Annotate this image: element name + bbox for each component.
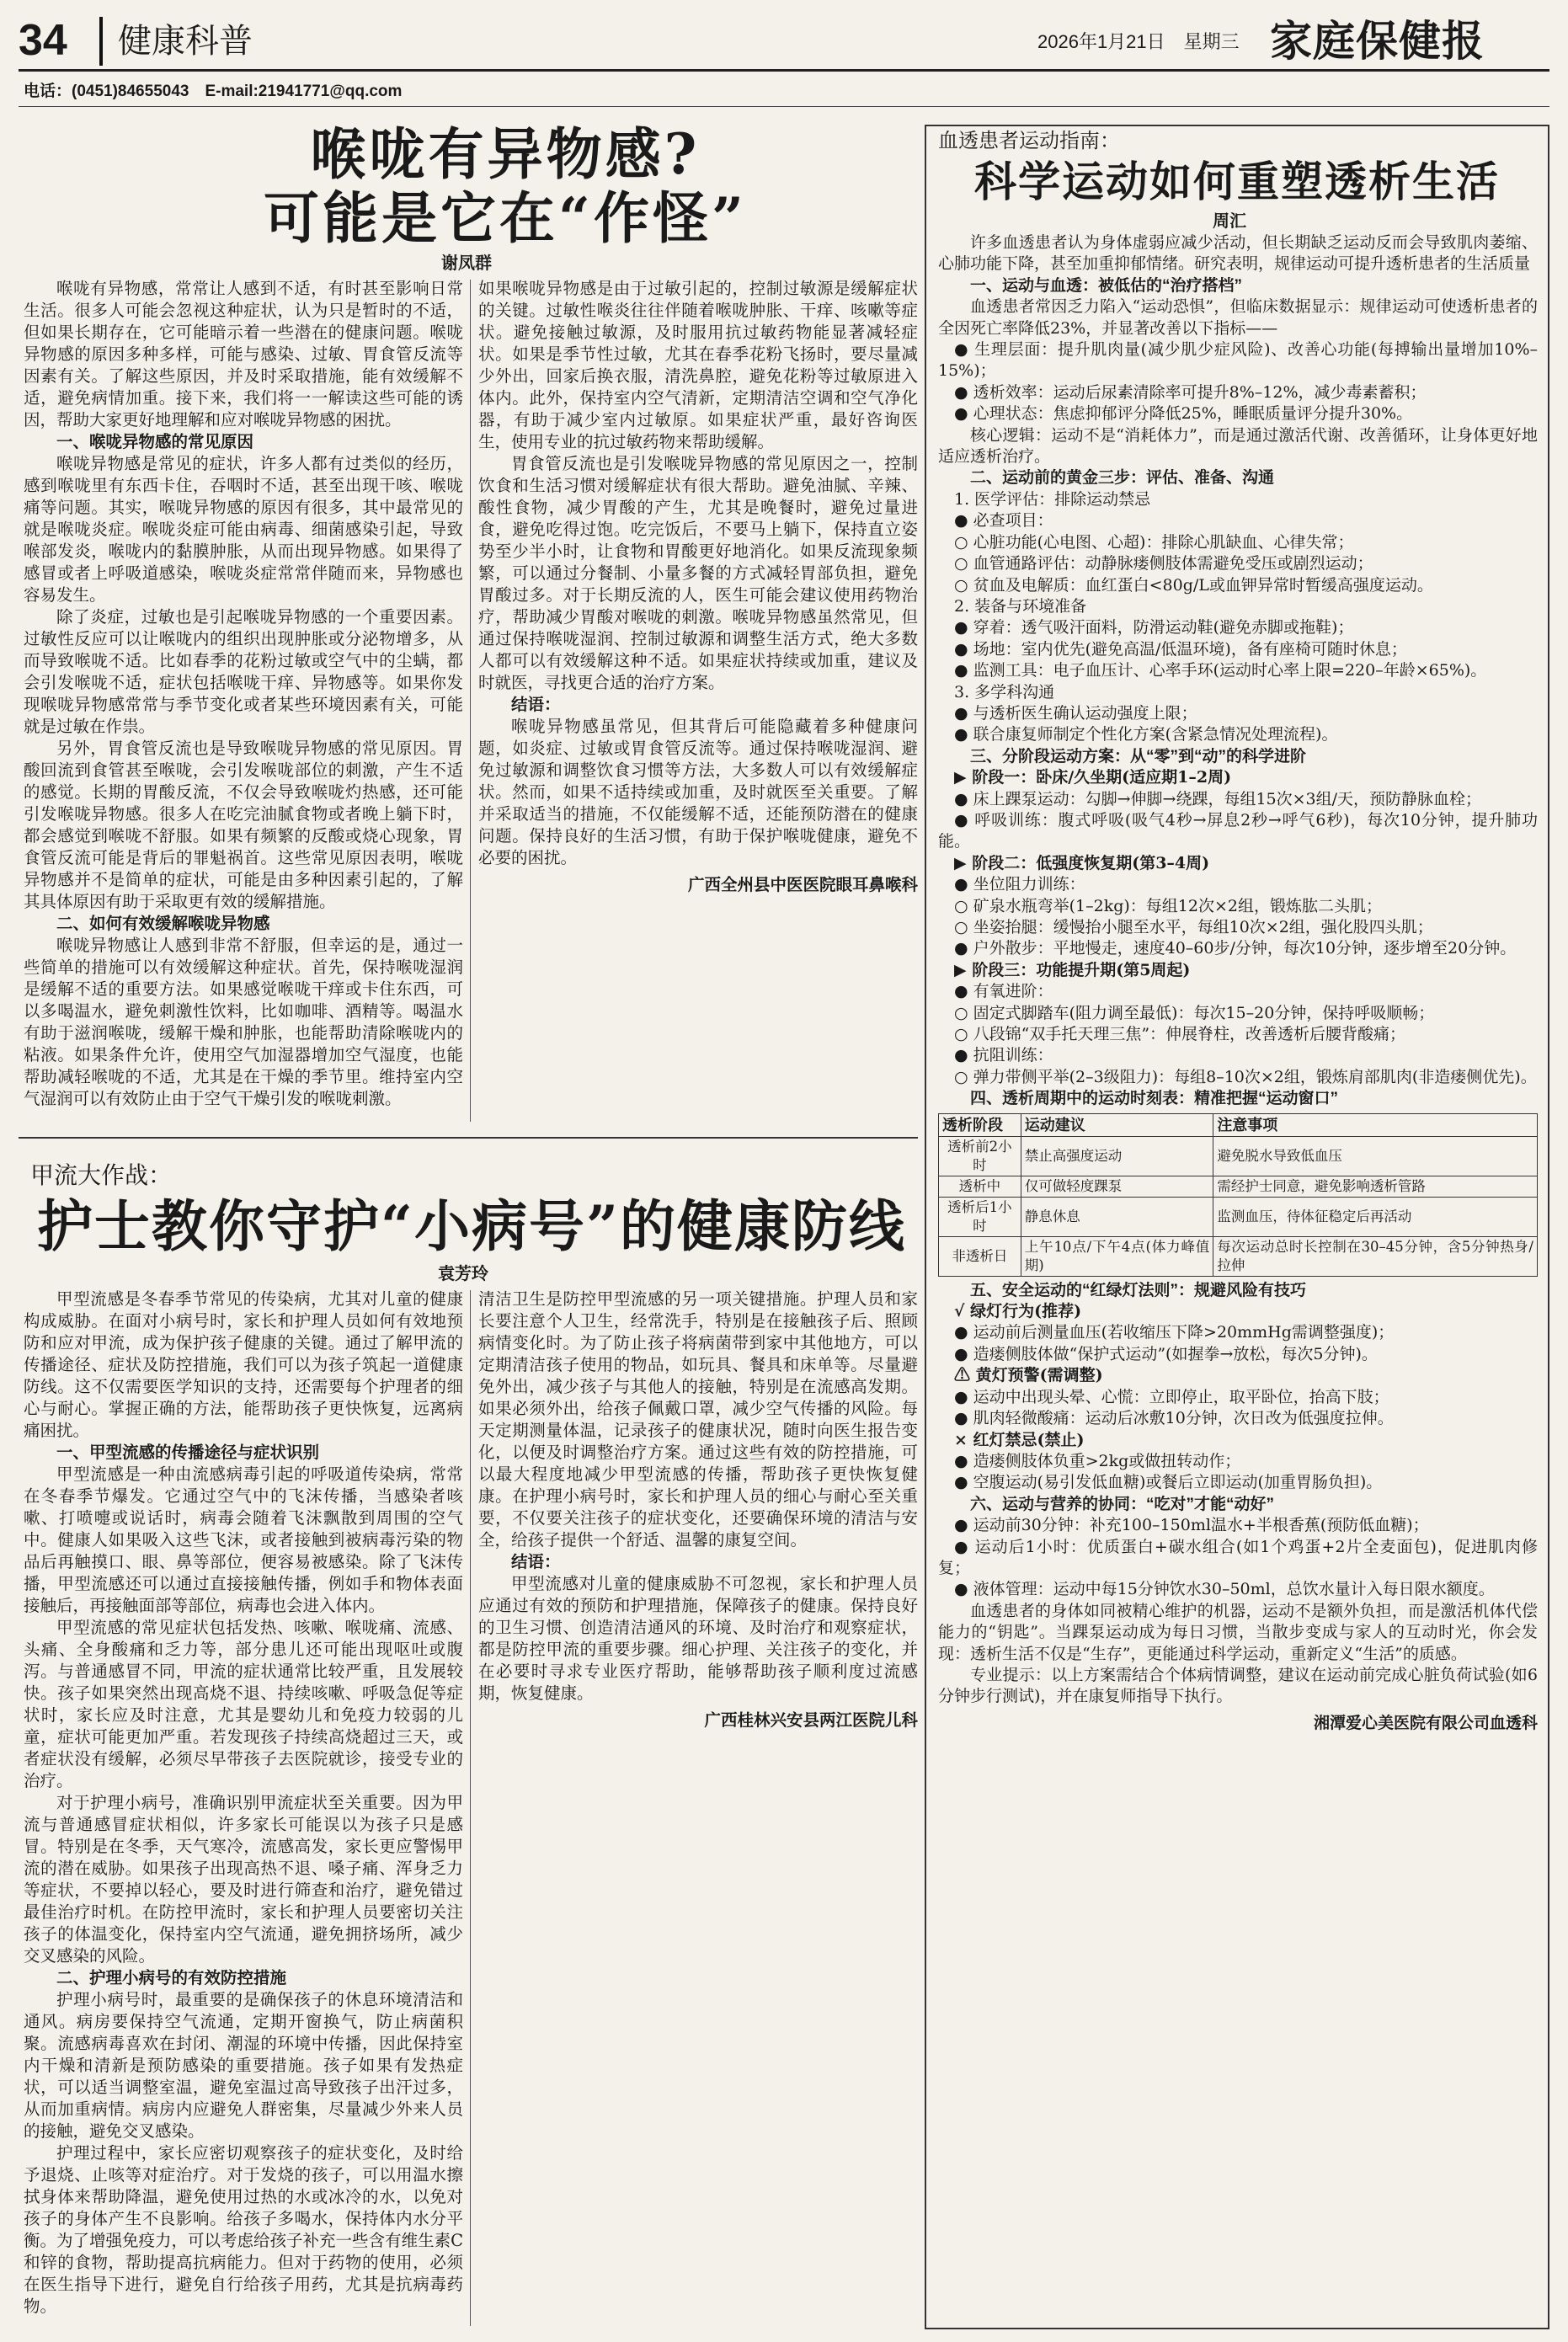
a1-paragraph: 喉咙异物感虽常见，但其背后可能隐藏着多种健康问题，如炎症、过敏或胃食管反流等。通过保持喉咙湿润、避免过敏源和调整饮食习惯等方法，大多数人可以有效缓解症状。然而，如果不适持续或加重，及时就医至关重要。了解并采取适当的措施，不仅能缓解不适，还能预防潜在的健康问题。保持良好的生活习惯，有助于保护喉咙健康，避免不必要的困扰。 (478, 717, 918, 867)
a2-paragraph: 甲型流感是冬春季节常见的传染病，尤其对儿童的健康构成威胁。在面对小病号时，家长和护理人员如何有效地预防和应对甲流，成为保护孩子健康的关键。通过了解甲流的传播途径、症状及防控措施，我们可以为孩子筑起一道健康防线。这不仅需要医学知识的支持，还需要每个护理者的细心与耐心。掌握正确的方法，能帮助孩子更快恢复，远离病痛困扰。 (24, 1289, 463, 1440)
a3-bullet-item: ● 运动后1小时：优质蛋白+碳水组合(如1个鸡蛋+2片全麦面包)，促进肌肉修复； (938, 1537, 1538, 1577)
a3-bullet-item: ● 造瘘侧肢体负重>2kg或做扭转动作； (954, 1451, 1241, 1470)
a3-section-heading: 三、分阶段运动方案：从“零”到“动”的科学进阶 (970, 747, 1307, 766)
a2-section-heading: 一、甲型流感的传播途径与症状识别 (56, 1443, 320, 1462)
a3-bullet-item: ○ 固定式脚踏车(阻力调至最低)：每次15–20分钟，保持呼吸顺畅； (954, 1003, 1435, 1022)
table-row (939, 1236, 1538, 1276)
a2-article-source: 广西桂林兴安县两江医院儿科 (704, 1711, 918, 1730)
table-header: 运动建议 (1021, 1113, 1213, 1136)
a3-section-heading: 五、安全运动的“红绿灯法则”：规避风险有技巧 (970, 1281, 1307, 1299)
article-divider (19, 1137, 918, 1139)
a1-paragraph: 喉咙异物感让人感到非常不舒服，但幸运的是，通过一些简单的措施可以有效缓解这种症状。首先，保持喉咙湿润是缓解不适的重要方法。如果感觉喉咙干痒或卡住东西，可以多喝温水，避免刺激性饮料，比如咖啡、酒精等。喝温水有助于滋润喉咙，缓解干燥和肿胀，也能帮助清除喉咙内的粘液。如果条件允许，使用空气加湿器增加空气湿度，也能帮助减轻喉咙的不适，尤其是在干燥的季节里。维持室内空气湿润可以有效防止由于空气干燥引发的喉咙刺激。 (24, 936, 463, 1108)
article1-column-divider (470, 280, 471, 1122)
a2-paragraph: 清洁卫生是防控甲型流感的另一项关键措施。护理人员和家长要注意个人卫生，经常洗手，特别是在接触孩子后、照顾病情变化时。为了防止孩子将病菌带到家中其他地方，可以定期清洁孩子使用的物品，如玩具、餐具和床单等。尽量避免外出，减少孩子与其他人的接触，特别是在流感高发期。如果必须外出，给孩子佩戴口罩，减少空气传播的风险。每天定期测量体温，记录孩子的健康状况，随时向医生报告变化，以便及时调整治疗方案。通过这些有效的防控措施，可以最大程度地减少甲型流感的传播，帮助孩子更快恢复健康。在护理小病号时，家长和护理人员的细心与耐心至关重要，不仅要关注孩子的症状变化，还要确保环境的清洁与安全，给孩子提供一个舒适、温馨的康复空间。 (478, 1289, 918, 1550)
a3-bullet-item: ● 空腹运动(易引发低血糖)或餐后立即运动(加重胃肠负担)。 (954, 1473, 1383, 1492)
article1-column-1 (24, 278, 463, 1128)
a3-bullet-item: ● 运动前后测量血压(若收缩压下降>20mmHg需调整强度)； (954, 1323, 1395, 1342)
article1-column-2 (478, 278, 918, 1128)
issue-date: 2026年1月21日 星期三 (1037, 31, 1240, 52)
a1-paragraph: 喉咙有异物感，常常让人感到不适，有时甚至影响日常生活。很多人可能会忽视这种症状，认为只是暂时的不适，但如果长期存在，它可能暗示着一些潜在的健康问题。喉咙异物感的原因多种多样，可能与感染、过敏、胃食管反流等因素有关。了解这些原因，并及时采取措施，能有效缓解不适，避免病情加重。接下来，我们将一一解读这些可能的诱因，帮助大家更好地理解和应对喉咙异物感的困扰。 (24, 279, 463, 429)
a3-numbered-heading: 2. 装备与环境准备 (954, 596, 1087, 616)
article3-kicker: 血透患者运动指南： (938, 130, 1120, 152)
a3-bullet-item: ● 透析效率：运动后尿素清除率可提升8%–12%，减少毒素蓄积； (954, 382, 1427, 402)
article2-column-2 (478, 1288, 918, 2333)
page-number: 34 (19, 16, 67, 65)
a3-paragraph: 血透患者的身体如同被精心维护的机器，运动不是额外负担，而是激活机体代偿能力的“钥匙”。当踝泵运动成为每日习惯，当散步变成与家人的互动时光，你会发现：透析生活不仅是“生存”，更能通过科学运动，重新定义“生活”的质感。 (938, 1601, 1538, 1663)
a3-paragraph: 许多血透患者认为身体虚弱应减少活动，但长期缺乏运动反而会导致肌肉萎缩、心肺功能下降，甚至加重抑郁情绪。研究表明，规律运动可提升透析患者的生活质量 (938, 233, 1538, 274)
a3-bullet-item: ○ 矿泉水瓶弯举(1–2kg)：每组12次×2组，锻炼肱二头肌； (954, 896, 1382, 915)
a3-bullet-item: ○ 血管通路评估：动静脉瘘侧肢体需避免受压或剧烈运动； (954, 554, 1373, 573)
a3-bullet-item: ● 心理状态：焦虑抑郁评分降低25%，睡眠质量评分提升30%。 (954, 404, 1413, 424)
a3-bullet-item: ● 液体管理：运动中每15分钟饮水30–50ml，总饮水量计入每日限水额度。 (954, 1580, 1495, 1599)
table-cell: 透析前2小时 (939, 1136, 1021, 1176)
a3-rule-heading: ⚠ 黄灯预警(需调整) (954, 1366, 1103, 1385)
table-cell: 监测血压，待体征稳定后再活动 (1213, 1197, 1538, 1236)
header-rule (19, 69, 1549, 72)
a3-bullet-item: ● 抗阻训练： (954, 1046, 1053, 1065)
a3-section-heading: 四、透析周期中的运动时刻表：精准把握“运动窗口” (970, 1090, 1339, 1108)
table-cell: 静息休息 (1021, 1197, 1213, 1236)
article3-title: 科学运动如何重塑透析生活 (974, 157, 1500, 206)
a3-paragraph: 专业提示：以上方案需结合个体病情调整，建议在运动前完成心脏负荷试验(如6分钟步行测试)，并在康复师指导下执行。 (938, 1665, 1538, 1706)
article1-title-line1: 喉咙有异物感? (310, 121, 701, 187)
a3-paragraph: 血透患者常因乏力陷入“运动恐惧”，但临床数据显示：规律运动可使透析患者的全因死亡率降低23%，并显著改善以下指标—— (938, 297, 1538, 338)
a3-bullet-item: ○ 心脏功能(心电图、心超)：排除心肌缺血、心律失常； (954, 532, 1354, 552)
a1-paragraph: 胃食管反流也是引发喉咙异物感的常见原因之一，控制饮食和生活习惯对缓解症状有很大帮助。避免油腻、辛辣、酸性食物，减少胃酸的产生，尤其是晚餐时，避免过量进食，避免吃得过饱。吃完饭后，不要马上躺下，保持直立姿势至少半小时，让食物和胃酸更好地消化。如果反流现象频繁，可以通过分餐制、小量多餐的方式减轻胃部负担，避免胃酸过多。对于长期反流的人，医生可能会建议使用药物治疗，帮助减少胃酸对喉咙的刺激。喉咙异物感虽然常见，但通过保持喉咙湿润、控制过敏源和调整生活方式，绝大多数人都可以有效缓解这种不适。如果症状持续或加重，建议及时就医，寻找更合适的治疗方案。 (478, 454, 918, 692)
newspaper-brand: 家庭保健报 (1270, 16, 1485, 66)
table-cell: 非透析日 (939, 1236, 1021, 1276)
contact-line: 电话：(0451)84655043 E-mail:21941771@qq.com (24, 83, 403, 100)
dialysis-schedule-table (938, 1113, 1538, 1277)
article3-author: 周汇 (1213, 212, 1246, 231)
a2-paragraph: 甲型流感是一种由流感病毒引起的呼吸道传染病，常常在冬春季节爆发。它通过空气中的飞沫传播，当感染者咳嗽、打喷嚏或说话时，病毒会随着飞沫飘散到周围的空气中。健康人如果吸入这些飞沫，或者接触到被病毒污染的物品后再触摸口、眼、鼻等部位，便容易被感染。除了飞沫传播，甲型流感还可以通过直接接触传播，例如手和物体表面接触后，再接触面部等部位，病毒也会进入体内。 (24, 1464, 463, 1615)
a3-bullet-item: ● 必查项目： (954, 511, 1053, 531)
a3-bullet-item: ● 监测工具：电子血压计、心率手环(运动时心率上限=220–年龄×65%)。 (954, 661, 1487, 680)
a3-section-heading: 六、运动与营养的协同：“吃对”才能“动好” (970, 1495, 1275, 1513)
article1-author: 谢凤群 (441, 254, 492, 273)
a3-article-source: 湘潭爱心美医院有限公司血透科 (1313, 1714, 1538, 1732)
a3-section-heading: 一、运动与血透：被低估的“治疗搭档” (970, 276, 1243, 295)
a3-stage-heading: ▶ 阶段一：卧床/久坐期(适应期1–2周) (954, 768, 1232, 787)
a3-bullet-item: ○ 八段锦“双手托天理三焦”：伸展脊柱，改善透析后腰背酸痛； (954, 1025, 1406, 1044)
header-separator (99, 17, 103, 66)
a1-article-source: 广西全州县中医医院眼耳鼻喉科 (687, 876, 918, 894)
a1-conclusion-label: 结语： (511, 696, 561, 714)
a3-stage-heading: ▶ 阶段三：功能提升期(第5周起) (954, 960, 1191, 979)
a1-paragraph: 如果喉咙异物感是由于过敏引起的，控制过敏源是缓解症状的关键。过敏性喉炎往往伴随着喉咙肿胀、干痒、咳嗽等症状。避免接触过敏源，及时服用抗过敏药物能显著减轻症状。如果是季节性过敏，尤其在春季花粉飞扬时，要尽量减少外出，回家后换衣服，清洗鼻腔，避免花粉等过敏原进入体内。此外，保持室内空气清新，定期清洁空调和空气净化器，有助于减少室内过敏原。如果症状严重，最好咨询医生，使用专业的抗过敏药物来帮助缓解。 (478, 279, 918, 451)
section-name: 健康科普 (118, 23, 253, 60)
a3-numbered-heading: 3. 多学科沟通 (954, 682, 1055, 702)
a2-paragraph: 甲型流感对儿童的健康威胁不可忽视，家长和护理人员应通过有效的预防和护理措施，保障孩子的健康。保持良好的卫生习惯、创造清洁通风的环境、及时治疗和观察症状，都是防控甲流的重要步骤。细心护理、关注孩子的变化，并在必要时寻求专业医疗帮助，能够帮助孩子顺利度过流感期，恢复健康。 (478, 1574, 918, 1703)
a3-section-heading: 二、运动前的黄金三步：评估、准备、沟通 (970, 469, 1275, 488)
a1-paragraph: 喉咙异物感是常见的症状，许多人都有过类似的经历，感到喉咙里有东西卡住，吞咽时不适，甚至出现干咳、喉咙痛等问题。其实，喉咙异物感的原因有很多，其中最常见的就是喉咙炎症。喉咙炎症可能由病毒、细菌感染引起，导致喉部发炎，喉咙内的黏膜肿胀，从而出现异物感。如果得了感冒或者上呼吸道感染，喉咙炎症常常伴随而来，异物感也容易发生。 (24, 454, 463, 605)
a2-paragraph: 甲型流感的常见症状包括发热、咳嗽、喉咙痛、流感、头痛、全身酸痛和乏力等，部分患儿还可能出现呕吐或腹泻。与普通感冒不同，甲流的症状通常比较严重，且发展较快。孩子如果突然出现高烧不退、持续咳嗽、呼吸急促等症状时，家长应及时注意，尤其是婴幼儿和免疫力较弱的儿童，症状可能更加严重。若发现孩子持续高烧超过三天，或者症状没有缓解，必须尽早带孩子去医院就诊，接受专业的治疗。 (24, 1618, 463, 1790)
table-header: 注意事项 (1213, 1113, 1538, 1136)
a3-bullet-item: ● 有氧进阶： (954, 982, 1053, 1001)
article2-kicker: 甲流大作战： (30, 1162, 173, 1188)
a3-numbered-heading: 1. 医学评估：排除运动禁忌 (954, 489, 1151, 509)
table-row (939, 1136, 1538, 1176)
a3-rule-heading: √ 绿灯行为(推荐) (954, 1302, 1082, 1321)
table-cell: 仅可做轻度踝泵 (1021, 1176, 1213, 1197)
a1-section-heading: 二、如何有效缓解喉咙异物感 (56, 915, 270, 933)
a3-bullet-item: ● 户外散步：平地慢走，速度40–60步/分钟，每次10分钟，逐步增至20分钟。 (954, 939, 1517, 958)
article1-title-line2: 可能是它在“作怪” (264, 185, 747, 251)
a3-bullet-item: ● 肌肉轻微酸痛：运动后冰敷10分钟，次日改为低强度拉伸。 (954, 1409, 1394, 1428)
a2-section-heading: 二、护理小病号的有效防控措施 (56, 1969, 287, 1987)
a1-paragraph: 除了炎症，过敏也是引起喉咙异物感的一个重要因素。过敏性反应可以让喉咙内的组织出现肿胀或分泌物增多，从而导致喉咙不适。比如春季的花粉过敏或空气中的尘螨，都会引发喉咙不适，症状包括喉咙干痒、异物感等。如果你发现喉咙异物感常常与季节变化或者某些环境因素有关，可能就是过敏在作祟。 (24, 607, 463, 736)
article2-title: 护士教你守护“小病号”的健康防线 (37, 1193, 906, 1259)
a3-bullet-item: ● 穿着：透气吸汗面料，防滑运动鞋(避免赤脚或拖鞋)； (954, 618, 1354, 638)
a2-paragraph: 对于护理小病号，准确识别甲流症状至关重要。因为甲流与普通感冒症状相似，许多家长可能误以为孩子只是感冒。特别是在冬季，天气寒冷，流感高发，家长更应警惕甲流的潜在威胁。如果孩子出现高热不退、嗓子痛、浑身乏力等症状，不要掉以轻心，要及时进行筛查和治疗，避免错过最佳治疗时机。在防控甲流时，家长和护理人员要密切关注孩子的体温变化，保持室内空气流通，避免拥挤场所，减少交叉感染的风险。 (24, 1793, 463, 1966)
a3-bullet-item: ● 联合康复师制定个性化方案(含紧急情况处理流程)。 (954, 725, 1338, 744)
a3-paragraph: 核心逻辑：运动不是“消耗体力”，而是通过激活代谢、改善循环，让身体更好地适应透析治疗。 (938, 425, 1538, 467)
a3-bullet-item: ● 运动前30分钟：补充100–150ml温水+半根香蕉(预防低血糖)； (954, 1516, 1429, 1535)
a1-paragraph: 另外，胃食管反流也是导致喉咙异物感的常见原因。胃酸回流到食管甚至喉咙，会引发喉咙部位的刺激，产生不适的感觉。长期的胃酸反流，不仅会导致喉咙灼热感，还可能引发喉咙异物感。很多人在吃完油腻食物或者晚上躺下时，都会感觉到喉咙不舒服。如果有频繁的反酸或烧心现象，胃食管反流可能是背后的罪魁祸首。这些常见原因表明，喉咙异物感并不是简单的症状，可能是由多种因素引起的，了解其具体原因有助于采取更有效的缓解措施。 (24, 739, 463, 911)
table-cell: 需经护士同意，避免影响透析管路 (1213, 1176, 1538, 1197)
a3-bullet-item: ● 与透析医生确认运动强度上限； (954, 703, 1197, 723)
a3-bullet-item: ● 床上踝泵运动：勾脚→伸脚→绕踝，每组15次×3组/天，预防静脉血栓； (954, 789, 1482, 808)
article2-author: 袁芳玲 (438, 1265, 488, 1283)
a3-bullet-item: ● 造瘘侧肢体做“保护式运动”(如握拳→放松，每次5分钟)。 (954, 1344, 1378, 1363)
a3-bullet-item: ○ 贫血及电解质：血红蛋白<80g/L或血钾异常时暂缓高强度运动。 (954, 575, 1433, 595)
table-cell: 每次运动总时长控制在30–45分钟，含5分钟热身/拉伸 (1213, 1236, 1538, 1276)
table-row (939, 1176, 1538, 1197)
a2-conclusion-label: 结语： (511, 1553, 561, 1571)
a1-section-heading: 一、喉咙异物感的常见原因 (56, 433, 254, 451)
a2-paragraph: 护理小病号时，最重要的是确保孩子的休息环境清洁和通风。病房要保持空气流通，定期开窗换气，防止病菌积聚。流感病毒喜欢在封闭、潮湿的环境中传播，因此保持室内干燥和清新是预防感染的重要措施。孩子如果有发热症状，可以适当调整室温，避免室温过高导致孩子出汗过多，从而加重病情。病房内应避免人群密集，尽量减少外来人员的接触，避免交叉感染。 (24, 1990, 463, 2141)
table-cell: 透析后1小时 (939, 1197, 1021, 1236)
table-cell: 避免脱水导致低血压 (1213, 1136, 1538, 1176)
table-row (939, 1197, 1538, 1236)
article3-body (938, 232, 1538, 2324)
table-cell: 上午10点/下午4点(体力峰值期) (1021, 1236, 1213, 1276)
contact-rule (19, 106, 1549, 107)
a3-stage-heading: ▶ 阶段二：低强度恢复期(第3–4周) (954, 853, 1210, 872)
a3-rule-heading: × 红灯禁忌(禁止) (954, 1430, 1085, 1449)
a3-bullet-item: ○ 坐姿抬腿：缓慢抬小腿至水平，每组10次×2组，强化股四头肌； (954, 918, 1433, 936)
a3-bullet-item: ● 坐位阻力训练： (954, 875, 1085, 894)
table-cell: 透析中 (939, 1176, 1021, 1197)
a3-bullet-item: ● 呼吸训练：腹式呼吸(吸气4秒→屏息2秒→呼气6秒)，每次10分钟，提升肺功能。 (938, 810, 1538, 851)
table-header: 透析阶段 (939, 1113, 1021, 1136)
a2-paragraph: 护理过程中，家长应密切观察孩子的症状变化，及时给予退烧、止咳等对症治疗。对于发烧的孩子，可以用温水擦拭身体来帮助降温，避免使用过热的水或冰冷的水，以免对孩子的身体产生不良影响。给孩子多喝水，保持体内水分平衡。为了增强免疫力，可以考虑给孩子补充一些含有维生素C和锌的食物，帮助提高抗病能力。但对于药物的使用，必须在医生指导下进行，避免自行给孩子用药，尤其是抗病毒药物。 (24, 2143, 463, 2316)
a3-bullet-item: ● 场地：室内优先(避免高温/低温环境)，备有座椅可随时休息； (954, 639, 1407, 659)
a3-bullet-item: ● 运动中出现头晕、心慌：立即停止，取平卧位，抬高下肢； (954, 1387, 1389, 1406)
a3-bullet-item: ● 生理层面：提升肌肉量(减少肌少症风险)、改善心功能(每搏输出量增加10%–15%)； (938, 340, 1538, 381)
article2-column-1 (24, 1288, 463, 2333)
a3-bullet-item: ○ 弹力带侧平举(2–3级阻力)：每组8–10次×2组，锻炼肩部肌肉(非造瘘侧优先)。 (954, 1067, 1537, 1086)
article2-column-divider (470, 1290, 471, 2326)
table-cell: 禁止高强度运动 (1021, 1136, 1213, 1176)
